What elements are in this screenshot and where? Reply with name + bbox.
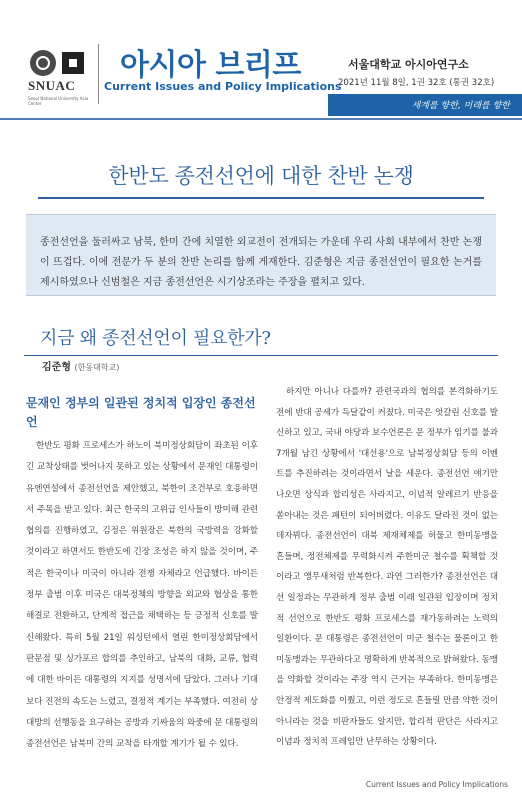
footer-text: Current Issues and Policy Implications [365, 780, 508, 789]
header-divider [98, 44, 99, 104]
slogan-band [328, 94, 522, 116]
author-name: 김준형 [42, 362, 71, 373]
issue-dateline: 2021년 11월 8일, 1권 32호 (통권 32호) [338, 78, 495, 88]
left-paragraph: 한반도 평화 프로세스가 하노이 북미정상회담이 좌초된 이후 긴 교착상태를 벗어나지 못하고 있는 상황에서 문재인 대통령이 유엔연설에서 종전선언을 제안했고, 북한이 조건부로 호응하면서 주목을 받고 있다. 최근 한국의 고위급 인사들이 방미해 관련 협의를 진행하였고, 김정은 위원장은 북한의 국방력을 강화할 것이라고 하면서도 한반도에 긴장 조성은 하지 않을 것이며, 주적은 한국이나 미국이 아니라 전쟁 자체라고 언급했다. 바이든 정부 출범 이후 미국은 대북정책의 방향을 외교와 협상을 통한 해결로 전환하고, 단계적 접근을 채택하는 등 긍정적 신호를 발신해왔다. 특히 5월 21일 워싱턴에서 열린 한미정상회담에서 판문점 및 싱가포르 합의를 추인하고, 남북의 대화, 교류, 협력에 대한 바이든 대통령의 지지를 성명서에 담았다. 그러나 기대보다 진전의 속도는 느렸고, 결정적 계기는 부족했다. 여전히 상대방의 선행동을 요구하는 공방과 기싸움의 와중에 문 대통령의 종전선언은 남북미 간의 교착을 타개할 계기가 될 수 있다. [26, 441, 258, 750]
right-column [276, 382, 498, 753]
slogan-text: 세계를 향한, 미래를 향한 [411, 101, 510, 111]
logo-subtext: Seoul National University Asia Center [28, 96, 89, 106]
section-rule [24, 355, 498, 356]
logo-text: SNUAC [28, 78, 76, 93]
title-underline [38, 197, 484, 199]
snuac-logo [28, 46, 88, 106]
header [0, 0, 522, 120]
publication-subtitle: Current Issues and Policy Implications [104, 80, 342, 93]
subheading: 문재인 정부의 일관된 정치적 입장인 종전선언 [26, 396, 256, 429]
logo-square-icon [62, 52, 84, 74]
author-affiliation: (한동대학교) [74, 363, 120, 372]
abstract-box: 종전선언을 둘러싸고 남북, 한미 간에 치열한 외교전이 전개되는 가운데 우리 사회 내부에서 찬반 논쟁이 뜨겁다. 이에 전문가 두 분의 찬반 논리를 함께 게재한다. 김준형은 지금 종전선언이 필요한 논거를 제시하였으나 신범철은 지금 종전선언은 시기상조라는 주장을 펼치고 있다. [26, 214, 496, 296]
header-rule [0, 118, 522, 120]
author-line [42, 358, 119, 373]
publication-title: 아시아 브리프 [120, 48, 301, 83]
section-title: 지금 왜 종전선언이 필요한가? [40, 328, 271, 349]
left-column [26, 394, 258, 755]
institute-name: 서울대학교 아시아연구소 [348, 58, 469, 71]
right-paragraph: 하지만 아니나 다를까? 관련국과의 협의를 본격화하기도 전에 반대 공세가 득달같이 커졌다. 미국은 엇갈린 신호를 발신하고 있고, 국내 야당과 보수언론은 문 정부가 임기를 불과 7개월 남긴 상황에서 '대선용'으로 남북정상회담 등의 이벤트를 추진하려는 것이라면서 날을 세운다. 종전선언 얘기만 나오면 상식과 합리성은 사라지고, 이념적 알레르기 반응을 쏟아내는 것은 패턴이 되어버렸다. 이유도 달라진 것이 없는 데자뷔다. 종전선언이 대북 제재체제를 허물고 한미동맹을 흔들며, 정전체제를 무력화시켜 주한미군 철수를 획책할 것이라고 앵무새처럼 반복한다. 과연 그러한가? 종전선언은 대선 일정과는 무관하게 정부 출범 이래 일관된 입장이며 정치적 선언으로 한반도 평화 프로세스를 재가동하려는 노력의 일환이다. 문 대통령은 종전선언이 미군 철수는 물론이고 한미동맹과는 무관하다고 명확하게 반복적으로 밝혀왔다. 동맹을 약화할 것이라는 주장 역시 근거는 부족하다. 한미동맹은 안정적 제도화를 이뤘고, 이런 정도로 흔들릴 만큼 약한 것이 아니라는 것을 비판자들도 알지만, 합리적 판단은 사라지고 이념과 정치적 프레임만 난무하는 상황이다. [276, 387, 498, 748]
university-emblem-icon [30, 50, 56, 76]
article-title: 한반도 종전선언에 대한 찬반 논쟁 [108, 164, 414, 188]
